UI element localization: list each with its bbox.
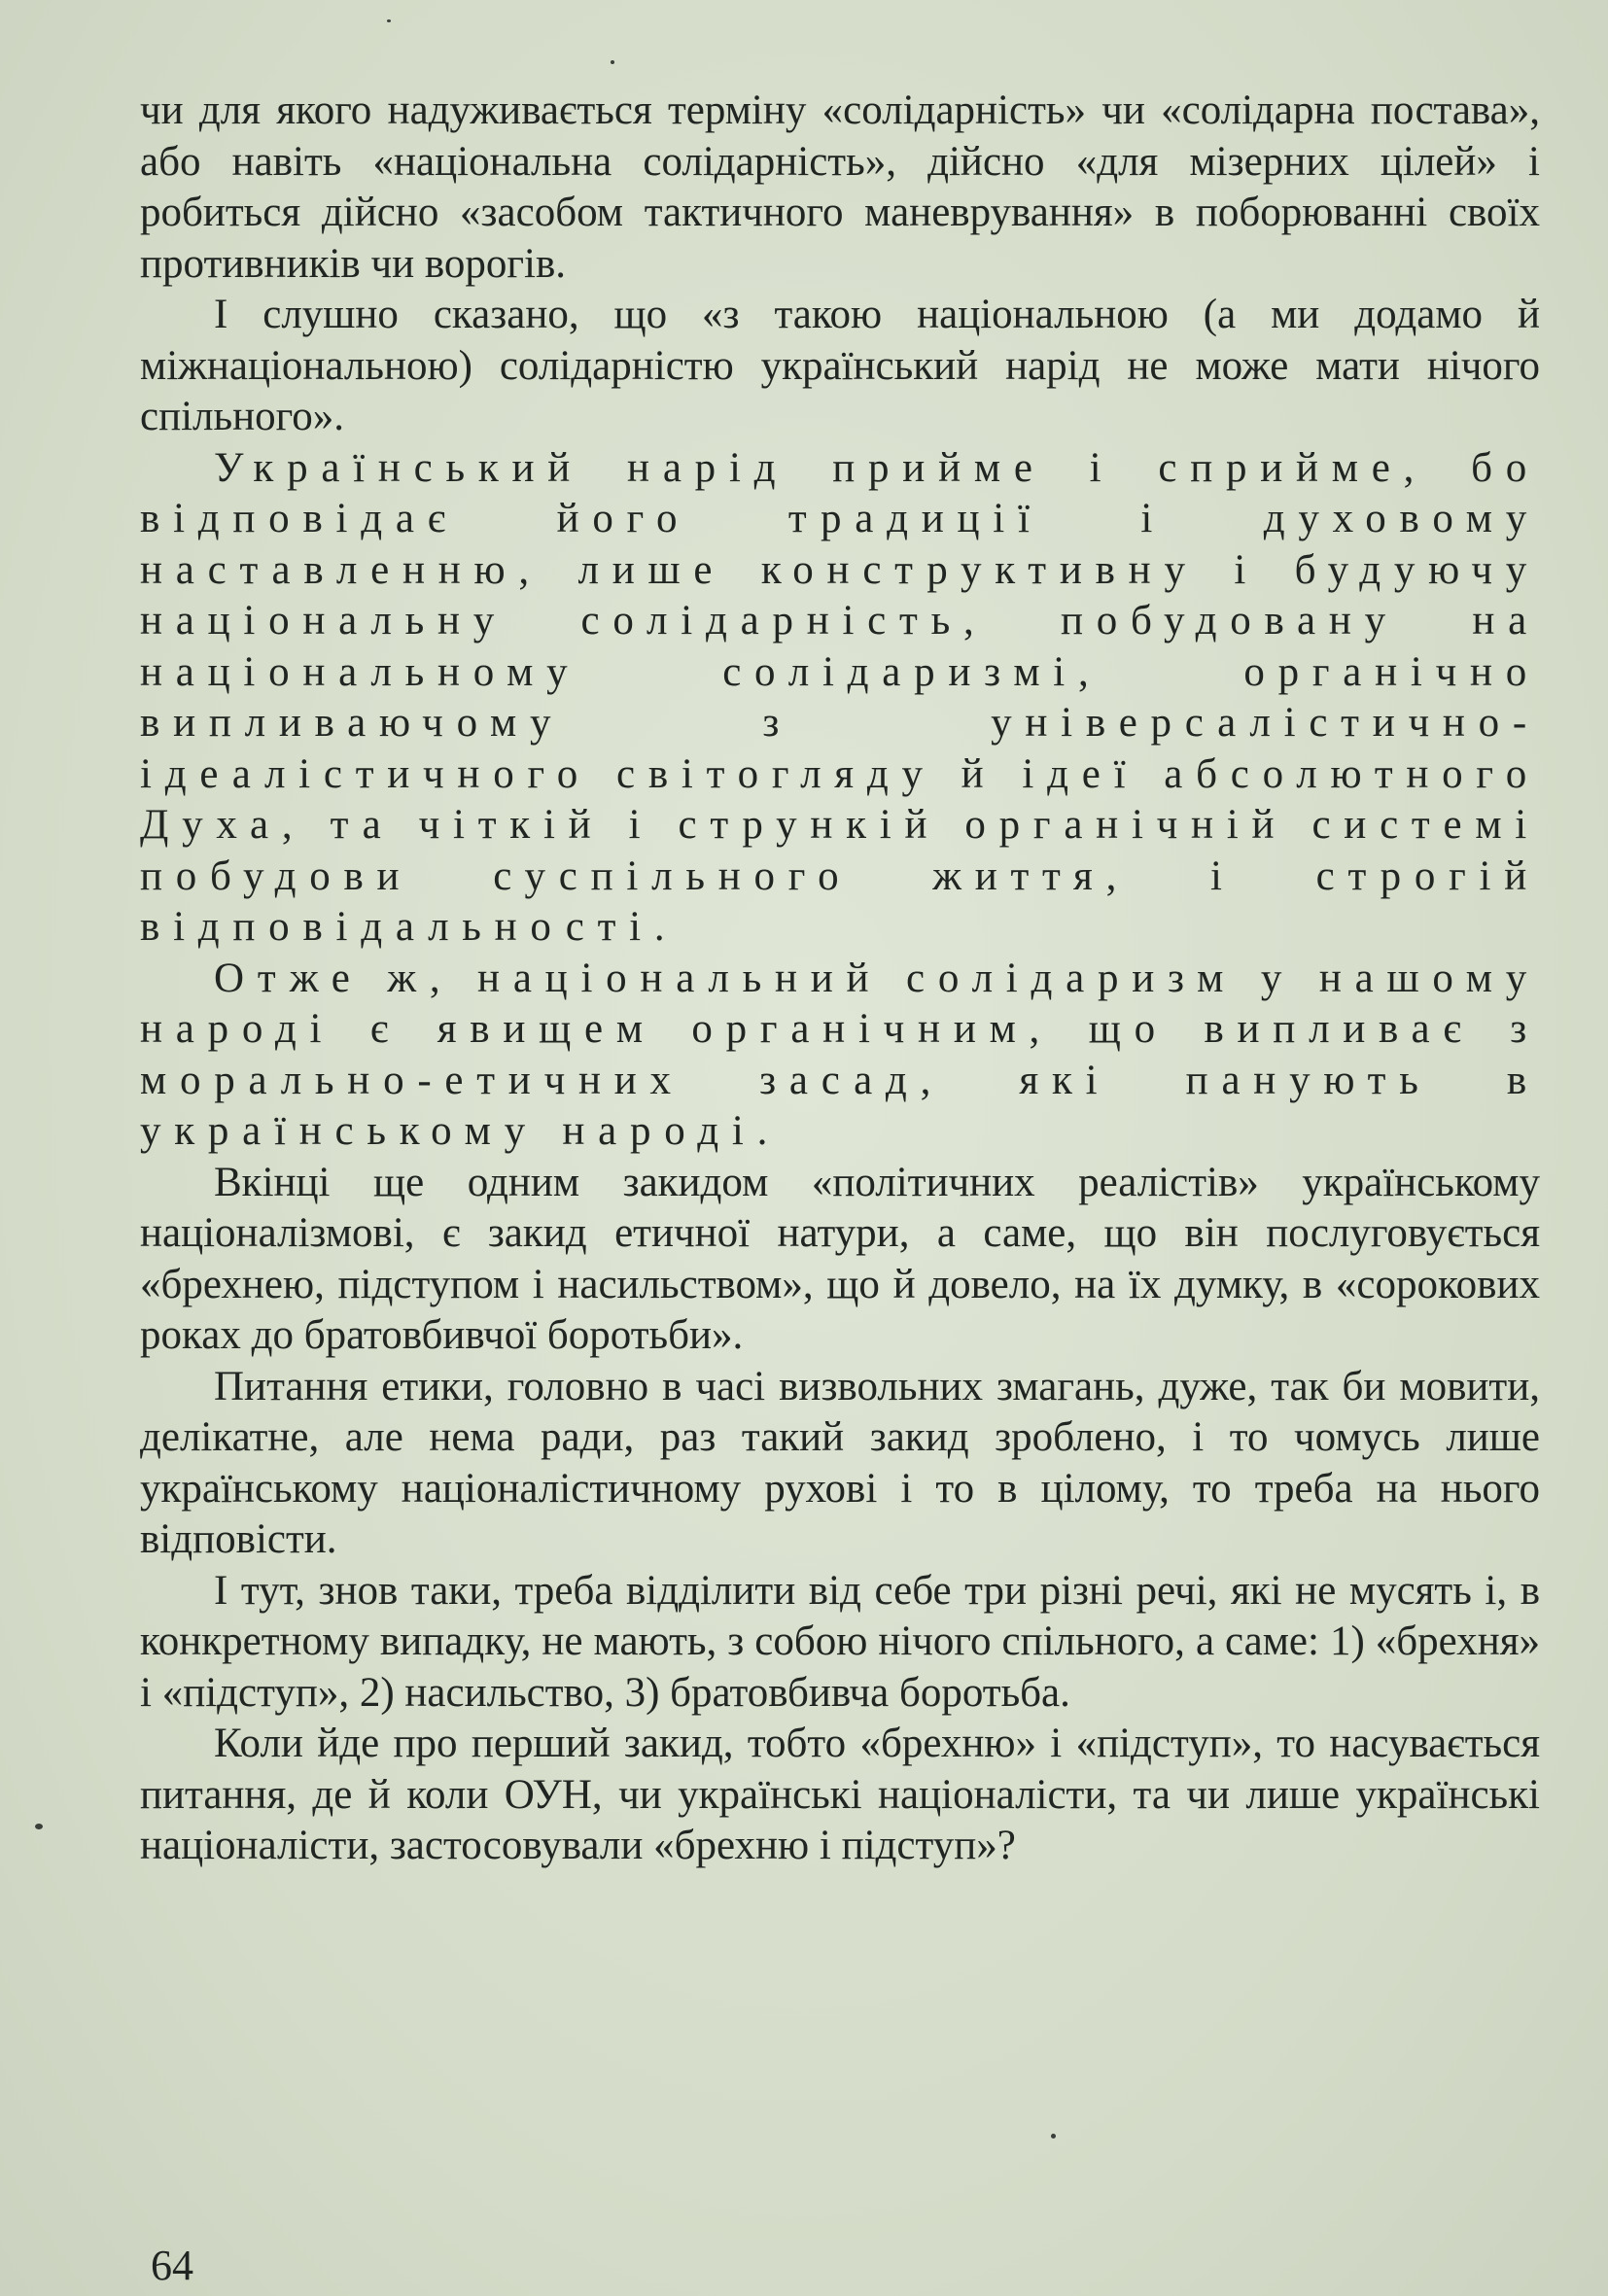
paper-speck <box>611 60 614 64</box>
paper-speck <box>1051 2134 1056 2139</box>
page-number: 64 <box>151 2242 193 2289</box>
paragraph-8: Коли йде про перший закид, тобто «брехню» і «підступ», то насувається питання, де й коли ОУН, чи українські націоналісти, та чи лише українські націоналісти, застосовували «брехню і підступ»? <box>140 1721 1540 1868</box>
paragraph-6: Питання етики, головно в часі визвольних змагань, дуже, так би мовити, делікатне, але нема ради, раз такий закид зроблено, і то чомусь лише українському націоналістичному рухові і то в цілому, то треба на нього відповісти. <box>140 1363 1540 1562</box>
paper-speck <box>35 1824 43 1829</box>
paragraph-2: І слушно сказано, що «з такою національною (а ми додамо й міжнаціональною) солідарністю український нарід не може мати нічого спільного». <box>140 292 1540 439</box>
paragraph-5: Вкінці ще одним закидом «політичних реалістів» українському націоналізмові, є закид етичної натури, а саме, що він послуговується «брехнею, підступом і насильством», що й довело, на їх думку, в «сорокових роках до братовбивчої боротьби». <box>140 1159 1540 1358</box>
paragraph-7: І тут, знов таки, треба відділити від себе три різні речі, які не мусять і, в конкретному випадку, не мають, з собою нічого спільного, а саме: 1) «брехня» і «підступ», 2) насильство, 3) братовбивча боротьба. <box>140 1567 1540 1716</box>
paragraph-4: Отже ж, національний солідаризм у нашому народі є явищем органічним, що випливає з морально-етичних засад, які панують в українському народі. <box>140 955 1540 1154</box>
paragraph-1: чи для якого надуживається терміну «солідарність» чи «солідарна постава», або навіть «національна солідарність», дійсно «для мізерних цілей» і робиться дійсно «засобом тактичного маневрування» в поборюванні своїх противників чи ворогів. <box>140 87 1540 287</box>
paper-speck <box>387 19 391 22</box>
paragraph-3: Український нарід прийме і сприйме, бо відповідає його традиції і духовому наставленню, лише конструктивну і будуючу національну солідарність, побудовану на національному солідаризмі, органічно випливаючому з універсалістично-ідеалістичного світогляду й ідеї абсолютного Духа, та чіткій і стрункій органічній системі побудови суспільного життя, і строгій відповідальності. <box>140 444 1540 950</box>
body-text <box>140 86 1540 1872</box>
